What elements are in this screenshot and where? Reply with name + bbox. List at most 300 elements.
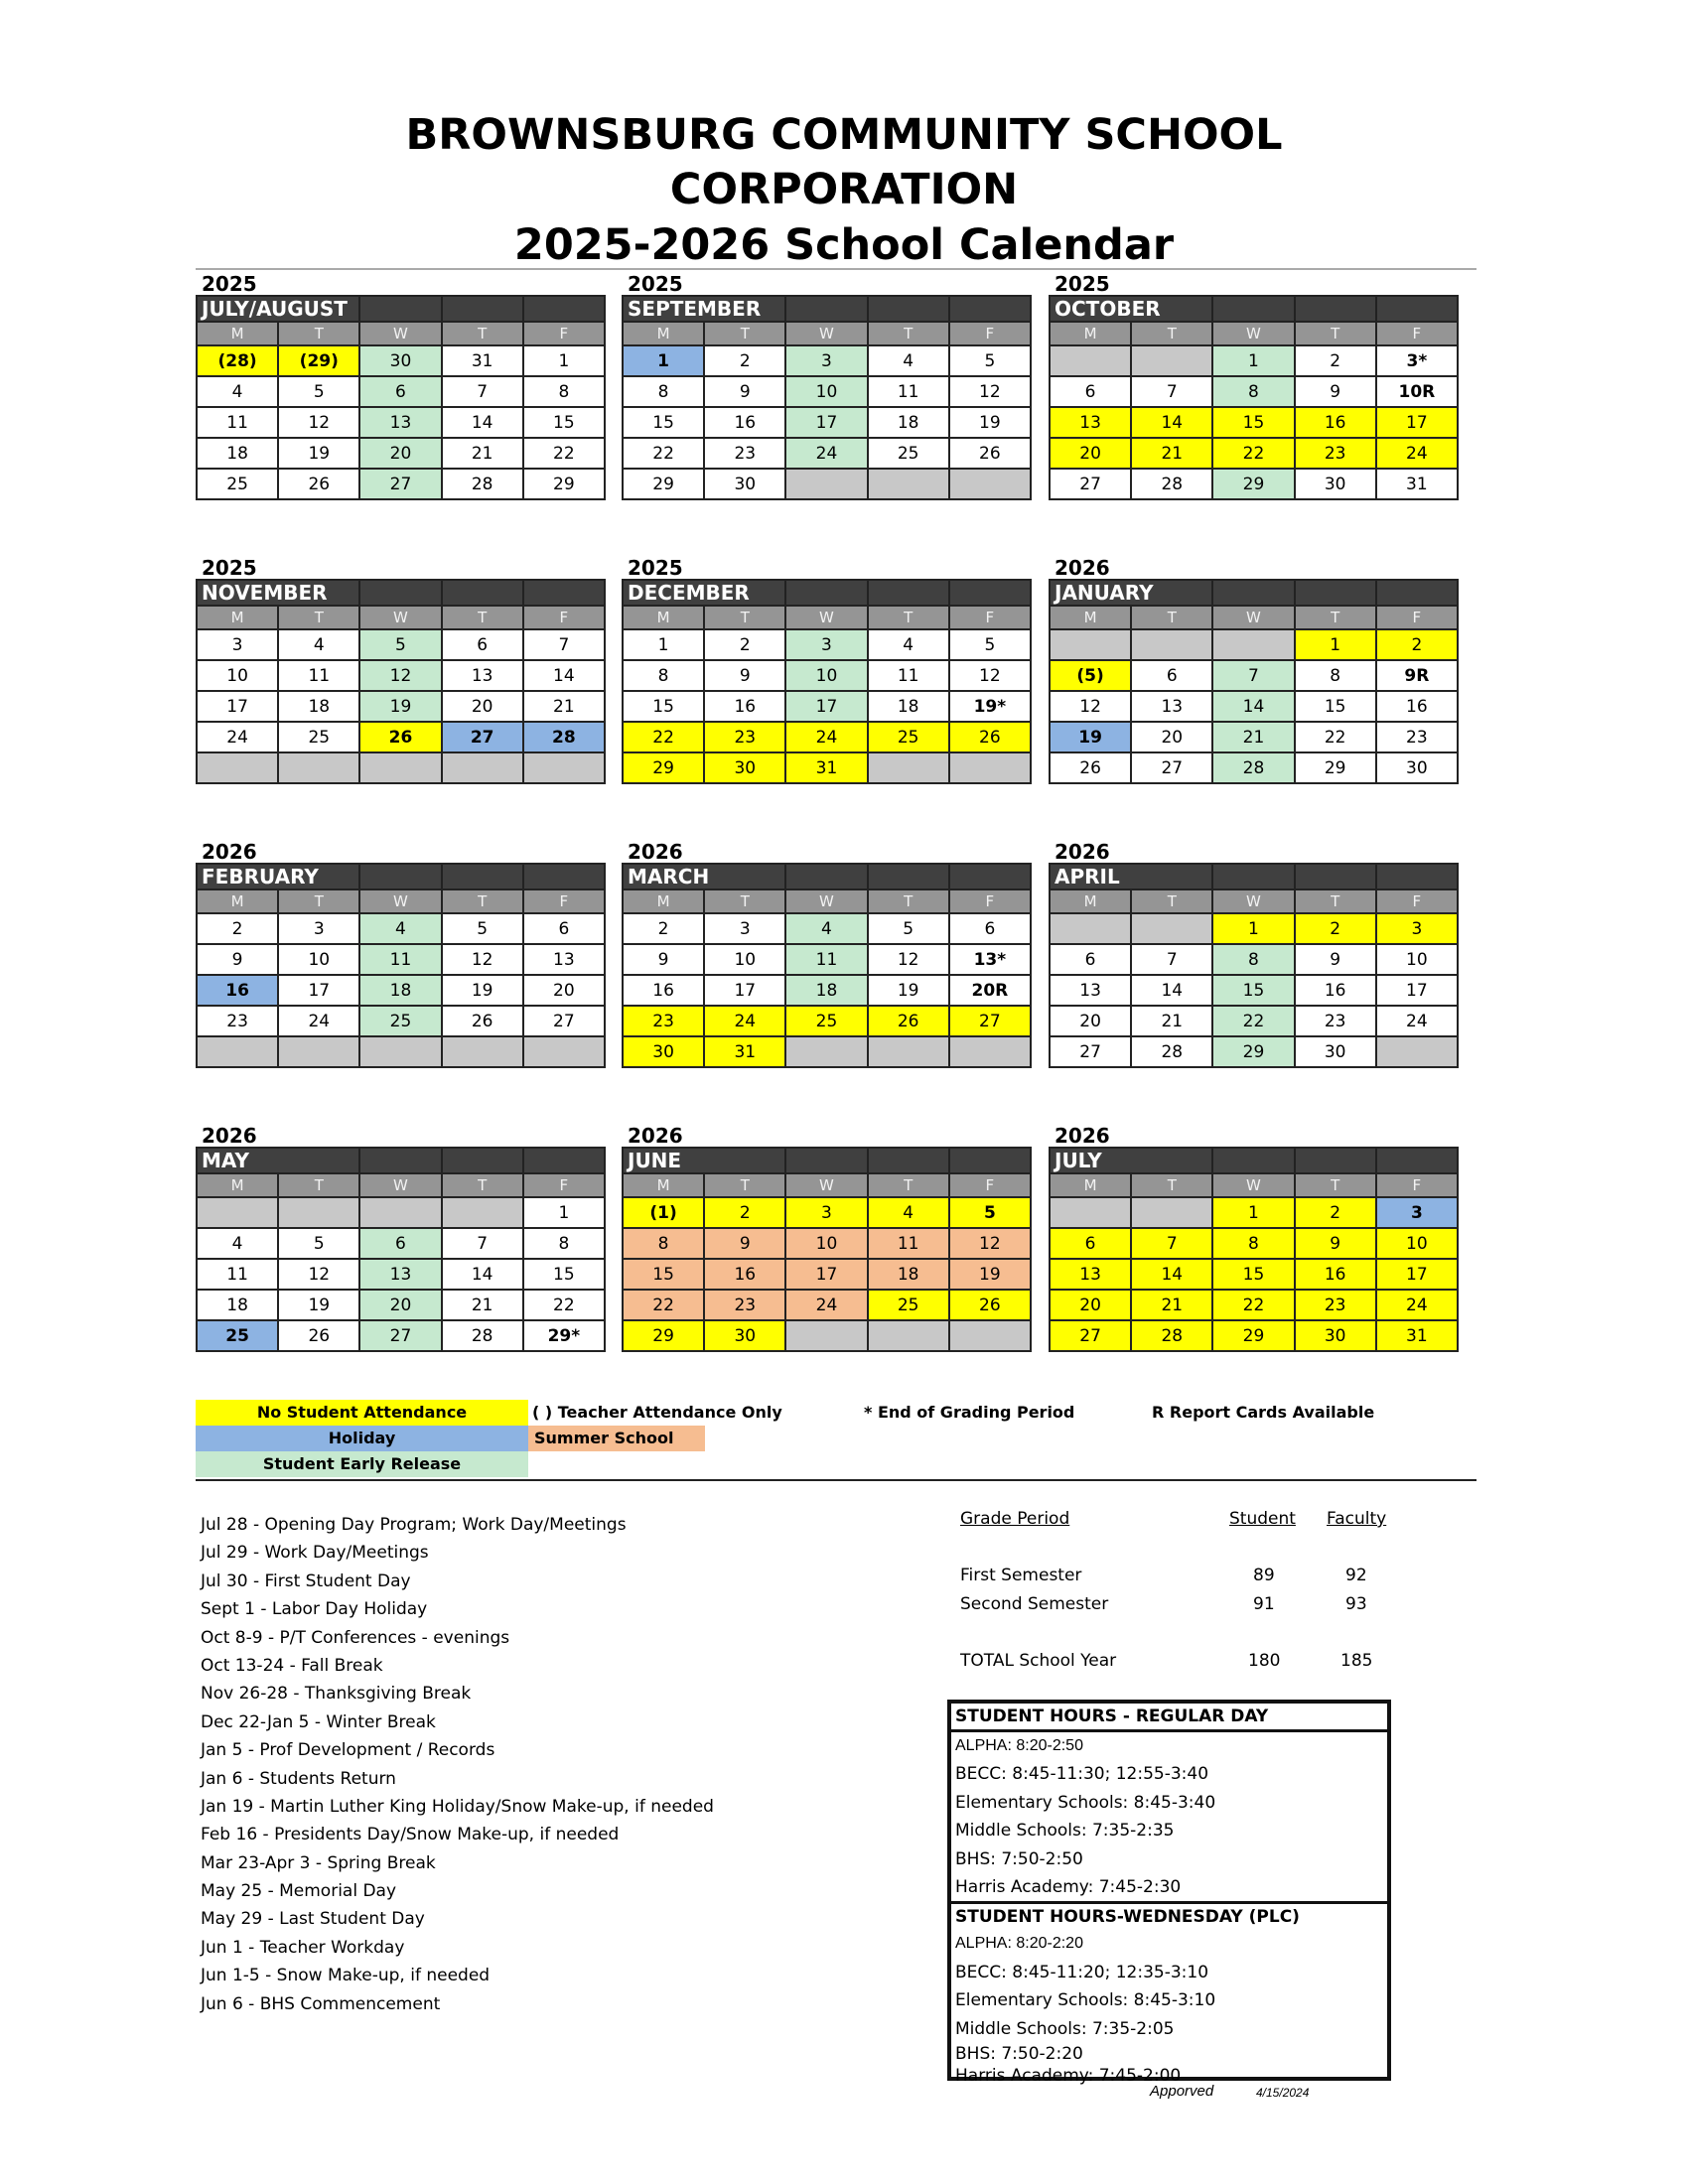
month-header-cell: [868, 1148, 949, 1173]
week-row: [623, 469, 1031, 499]
month-header-cell: [1212, 296, 1294, 322]
important-date-item: Feb 16 - Presidents Day/Snow Make-up, if needed: [201, 1825, 620, 1845]
day-cell: 27: [1050, 1320, 1131, 1351]
week-row: [197, 1320, 605, 1351]
day-cell: 6: [442, 629, 523, 660]
week-row: [623, 913, 1031, 944]
empty-day-cell: [278, 1036, 359, 1067]
day-cell: 6: [359, 1228, 441, 1259]
day-cell: 15: [523, 407, 605, 438]
month-header-cell: [1295, 296, 1376, 322]
day-cell: 19: [1050, 722, 1131, 752]
important-date-item: Nov 26-28 - Thanksgiving Break: [201, 1684, 472, 1705]
day-cell: 30: [1376, 752, 1458, 783]
title-line-1: BROWNSBURG COMMUNITY SCHOOL: [405, 110, 1283, 160]
weekday-label: T: [278, 322, 359, 345]
day-cell: 29: [623, 469, 704, 499]
week-row: [197, 660, 605, 691]
week-row: [623, 722, 1031, 752]
day-cell: (1): [623, 1197, 704, 1228]
weekday-label: T: [278, 1173, 359, 1197]
day-cell: 10: [785, 376, 867, 407]
weekday-label: T: [868, 322, 949, 345]
empty-day-cell: [949, 1320, 1031, 1351]
day-cell: 9: [1295, 944, 1376, 975]
month-header-cell: [523, 1148, 605, 1173]
month-name: NOVEMBER: [197, 580, 359, 606]
month-calendar: [622, 1125, 1032, 1352]
day-cell: 29: [623, 752, 704, 783]
week-row: [623, 1259, 1031, 1290]
month-year: 2026: [1055, 556, 1110, 580]
month-year: 2025: [1055, 272, 1110, 296]
month-header-cell: [785, 1148, 867, 1173]
day-cell: 22: [523, 1290, 605, 1320]
day-cell: 13: [523, 944, 605, 975]
day-cell: 6: [1050, 1228, 1131, 1259]
empty-day-cell: [949, 469, 1031, 499]
day-cell: 23: [704, 1290, 785, 1320]
day-cell: 1: [523, 345, 605, 376]
month-name: JUNE: [623, 1148, 785, 1173]
important-date-item: Jan 6 - Students Return: [201, 1768, 396, 1789]
legend-holiday: Holiday: [196, 1426, 528, 1451]
day-cell: 26: [278, 469, 359, 499]
weekday-label: F: [523, 1173, 605, 1197]
grade-period-total-faculty: 185: [1340, 1651, 1373, 1671]
day-cell: 25: [197, 469, 278, 499]
day-cell: 12: [949, 1228, 1031, 1259]
week-row: [197, 1197, 605, 1228]
day-cell: 2: [704, 1197, 785, 1228]
day-cell: 26: [359, 722, 441, 752]
day-cell: 3: [785, 345, 867, 376]
weekday-label: F: [523, 322, 605, 345]
day-cell: 4: [868, 1197, 949, 1228]
month-header-cell: [442, 580, 523, 606]
legend-report-cards-available: R Report Cards Available: [1152, 1403, 1375, 1422]
week-row: [1050, 944, 1458, 975]
important-date-item: Jun 6 - BHS Commencement: [201, 1993, 441, 2014]
wednesday-hours-title: STUDENT HOURS-WEDNESDAY (PLC): [955, 1907, 1300, 1928]
important-date-item: Jan 5 - Prof Development / Records: [201, 1740, 495, 1761]
day-cell: 25: [868, 722, 949, 752]
wednesday-hours-line: Harris Academy: 7:45-2:00: [955, 2065, 1182, 2086]
month-header-cell: [785, 296, 867, 322]
month-name: MARCH: [623, 864, 785, 889]
wednesday-hours-line: Middle Schools: 7:35-2:05: [955, 2018, 1175, 2039]
regular-hours-line: Harris Academy: 7:45-2:30: [955, 1876, 1182, 1897]
month-table: [1049, 1147, 1459, 1352]
week-row: [197, 722, 605, 752]
day-cell: 17: [1376, 407, 1458, 438]
day-cell: 23: [1295, 438, 1376, 469]
day-cell: 25: [785, 1006, 867, 1036]
day-cell: 15: [523, 1259, 605, 1290]
day-cell: 17: [785, 1259, 867, 1290]
month-table: [622, 579, 1032, 784]
month-header-cell: [1295, 1148, 1376, 1173]
week-row: [623, 691, 1031, 722]
day-cell: 8: [1295, 660, 1376, 691]
month-header-cell: [1212, 1148, 1294, 1173]
day-cell: 21: [442, 438, 523, 469]
week-row: [1050, 1036, 1458, 1067]
week-row: [1050, 1006, 1458, 1036]
day-cell: 5: [949, 629, 1031, 660]
day-cell: 4: [278, 629, 359, 660]
day-cell: 30: [1295, 469, 1376, 499]
student-header: Student: [1229, 1509, 1296, 1529]
day-cell: 30: [704, 1320, 785, 1351]
weekday-label: T: [704, 322, 785, 345]
empty-day-cell: [949, 752, 1031, 783]
week-row: [623, 752, 1031, 783]
day-cell: 15: [1212, 407, 1294, 438]
weekday-label: W: [785, 889, 867, 913]
day-cell: 28: [442, 1320, 523, 1351]
empty-day-cell: [442, 752, 523, 783]
day-cell: 2: [623, 913, 704, 944]
day-cell: 8: [623, 660, 704, 691]
month-header-cell: [949, 296, 1031, 322]
empty-day-cell: [949, 1036, 1031, 1067]
month-year: 2025: [202, 556, 257, 580]
day-cell: 1: [623, 629, 704, 660]
legend-divider: [196, 1479, 1477, 1481]
day-cell: 23: [197, 1006, 278, 1036]
month-calendar: [196, 557, 606, 784]
weekday-label: F: [949, 606, 1031, 629]
important-date-item: Jul 29 - Work Day/Meetings: [201, 1543, 429, 1564]
weekday-label: T: [278, 889, 359, 913]
legend-no-student-attendance: No Student Attendance: [196, 1400, 528, 1426]
month-calendar: [1049, 841, 1459, 1068]
month-name: DECEMBER: [623, 580, 785, 606]
weekday-label: T: [1131, 889, 1212, 913]
day-cell: 12: [949, 660, 1031, 691]
day-cell: 1: [1212, 345, 1294, 376]
day-cell: 15: [1212, 1259, 1294, 1290]
month-header-cell: [359, 580, 441, 606]
grade-period-label: Second Semester: [960, 1594, 1109, 1614]
week-row: [1050, 1228, 1458, 1259]
month-header-cell: [1295, 580, 1376, 606]
empty-day-cell: [868, 1036, 949, 1067]
week-row: [197, 913, 605, 944]
grade-period-faculty: 93: [1345, 1594, 1367, 1614]
day-cell: 14: [1131, 1259, 1212, 1290]
day-cell: 5: [949, 345, 1031, 376]
month-table: [196, 1147, 606, 1352]
day-cell: 31: [785, 752, 867, 783]
day-cell: 5: [278, 376, 359, 407]
week-row: [197, 1259, 605, 1290]
week-row: [197, 1036, 605, 1067]
weekday-label: W: [359, 1173, 441, 1197]
day-cell: 8: [523, 376, 605, 407]
important-date-item: May 25 - Memorial Day: [201, 1881, 397, 1902]
grade-period-header: Grade Period: [960, 1509, 1070, 1529]
day-cell: 6: [1131, 660, 1212, 691]
day-cell: 17: [785, 407, 867, 438]
month-year: 2026: [202, 1124, 257, 1148]
day-cell: (5): [1050, 660, 1131, 691]
day-cell: 17: [1376, 1259, 1458, 1290]
weekday-label: T: [1295, 606, 1376, 629]
day-cell: 27: [1050, 1036, 1131, 1067]
day-cell: 14: [442, 1259, 523, 1290]
day-cell: 26: [949, 438, 1031, 469]
empty-day-cell: [1050, 345, 1131, 376]
day-cell: 11: [197, 1259, 278, 1290]
day-cell: 2: [1295, 1197, 1376, 1228]
approved-label: Apporved: [1150, 2083, 1214, 2100]
day-cell: 27: [1050, 469, 1131, 499]
day-cell: 8: [1212, 1228, 1294, 1259]
month-calendar: [622, 273, 1032, 500]
day-cell: 7: [1212, 660, 1294, 691]
week-row: [197, 691, 605, 722]
month-header-cell: [1376, 296, 1458, 322]
important-date-item: Jun 1-5 - Snow Make-up, if needed: [201, 1966, 491, 1986]
day-cell: 23: [1295, 1006, 1376, 1036]
day-cell: 17: [278, 975, 359, 1006]
day-cell: 28: [442, 469, 523, 499]
day-cell: 9: [704, 1228, 785, 1259]
week-row: [623, 438, 1031, 469]
day-cell: 24: [785, 438, 867, 469]
day-cell: 30: [1295, 1320, 1376, 1351]
day-cell: 3: [785, 629, 867, 660]
day-cell: 10R: [1376, 376, 1458, 407]
regular-hours-title: STUDENT HOURS - REGULAR DAY: [951, 1704, 1387, 1732]
day-cell: 1: [523, 1197, 605, 1228]
weekday-label: F: [949, 1173, 1031, 1197]
day-cell: 18: [197, 1290, 278, 1320]
month-header-cell: [1212, 580, 1294, 606]
day-cell: (29): [278, 345, 359, 376]
day-cell: 8: [523, 1228, 605, 1259]
day-cell: 19: [949, 407, 1031, 438]
day-cell: 14: [523, 660, 605, 691]
day-cell: 10: [704, 944, 785, 975]
month-calendar: [622, 841, 1032, 1068]
day-cell: 31: [1376, 469, 1458, 499]
weekday-label: T: [868, 889, 949, 913]
day-cell: 3: [785, 1197, 867, 1228]
weekday-label: W: [1212, 889, 1294, 913]
day-cell: 25: [868, 438, 949, 469]
month-year: 2026: [1055, 1124, 1110, 1148]
week-row: [197, 407, 605, 438]
month-calendar: [196, 273, 606, 500]
day-cell: 16: [1295, 407, 1376, 438]
important-date-item: Jul 28 - Opening Day Program; Work Day/Meetings: [201, 1515, 627, 1535]
day-cell: 11: [197, 407, 278, 438]
day-cell: 4: [868, 629, 949, 660]
day-cell: 2: [1376, 629, 1458, 660]
month-header-cell: [868, 864, 949, 889]
month-name: FEBRUARY: [197, 864, 359, 889]
week-row: [623, 1006, 1031, 1036]
day-cell: 22: [1212, 438, 1294, 469]
day-cell: 19: [868, 975, 949, 1006]
weekday-label: M: [623, 322, 704, 345]
weekday-label: M: [197, 606, 278, 629]
weekday-label: W: [1212, 1173, 1294, 1197]
day-cell: 9R: [1376, 660, 1458, 691]
day-cell: 23: [704, 438, 785, 469]
day-cell: 27: [523, 1006, 605, 1036]
day-cell: 4: [785, 913, 867, 944]
month-year: 2025: [628, 272, 683, 296]
month-table: [196, 295, 606, 500]
empty-day-cell: [1376, 1036, 1458, 1067]
day-cell: 11: [359, 944, 441, 975]
day-cell: 28: [1131, 1036, 1212, 1067]
month-name: APRIL: [1050, 864, 1212, 889]
important-date-item: Dec 22-Jan 5 - Winter Break: [201, 1711, 436, 1732]
day-cell: 7: [1131, 1228, 1212, 1259]
month-header-cell: [523, 864, 605, 889]
weekday-label: W: [359, 606, 441, 629]
weekday-label: T: [868, 1173, 949, 1197]
empty-day-cell: [868, 752, 949, 783]
weekday-label: M: [623, 1173, 704, 1197]
day-cell: 21: [523, 691, 605, 722]
weekday-label: T: [278, 606, 359, 629]
day-cell: 22: [523, 438, 605, 469]
day-cell: 2: [1295, 345, 1376, 376]
day-cell: 24: [1376, 1006, 1458, 1036]
day-cell: 7: [1131, 944, 1212, 975]
weekday-label: M: [197, 889, 278, 913]
weekday-label: M: [1050, 606, 1131, 629]
weekday-label: F: [523, 606, 605, 629]
day-cell: 31: [1376, 1320, 1458, 1351]
week-row: [197, 1006, 605, 1036]
month-year: 2026: [628, 840, 683, 864]
day-cell: 19: [359, 691, 441, 722]
day-cell: 22: [623, 1290, 704, 1320]
regular-hours-line: Elementary Schools: 8:45-3:40: [955, 1792, 1216, 1813]
day-cell: 9: [197, 944, 278, 975]
wednesday-hours-line: ALPHA: 8:20-2:20: [955, 1935, 1083, 1953]
day-cell: 26: [278, 1320, 359, 1351]
day-cell: 7: [442, 1228, 523, 1259]
weekday-label: M: [197, 1173, 278, 1197]
month-name: SEPTEMBER: [623, 296, 785, 322]
empty-day-cell: [197, 1197, 278, 1228]
day-cell: 30: [623, 1036, 704, 1067]
day-cell: 18: [868, 1259, 949, 1290]
day-cell: 16: [1295, 975, 1376, 1006]
day-cell: 15: [623, 1259, 704, 1290]
weekday-label: W: [785, 1173, 867, 1197]
day-cell: 20: [1050, 438, 1131, 469]
day-cell: 5: [868, 913, 949, 944]
day-cell: 9: [704, 376, 785, 407]
day-cell: 2: [704, 345, 785, 376]
legend-teacher-attendance-only: ( ) Teacher Attendance Only: [532, 1403, 782, 1422]
grade-period-total-label: TOTAL School Year: [960, 1651, 1117, 1671]
weekday-label: M: [1050, 1173, 1131, 1197]
month-year: 2025: [202, 272, 257, 296]
wednesday-hours-line: Elementary Schools: 8:45-3:10: [955, 1990, 1216, 2011]
empty-day-cell: [278, 1197, 359, 1228]
important-date-item: Oct 13-24 - Fall Break: [201, 1655, 383, 1676]
week-row: [623, 1197, 1031, 1228]
legend-student-early-release: Student Early Release: [196, 1451, 528, 1477]
approved-date: 4/15/2024: [1256, 2086, 1310, 2100]
day-cell: 6: [523, 913, 605, 944]
weekday-label: W: [1212, 606, 1294, 629]
month-header-cell: [1376, 1148, 1458, 1173]
regular-hours-line: BHS: 7:50-2:50: [955, 1848, 1083, 1869]
week-row: [623, 1036, 1031, 1067]
legend-end-of-grading-period: * End of Grading Period: [864, 1403, 1075, 1422]
day-cell: 24: [785, 722, 867, 752]
day-cell: 21: [1131, 438, 1212, 469]
day-cell: 4: [197, 1228, 278, 1259]
day-cell: 24: [197, 722, 278, 752]
day-cell: 9: [704, 660, 785, 691]
month-table: [196, 579, 606, 784]
weekday-label: M: [197, 322, 278, 345]
week-row: [1050, 722, 1458, 752]
weekday-label: M: [1050, 889, 1131, 913]
month-calendar: [196, 841, 606, 1068]
month-year: 2026: [628, 1124, 683, 1148]
day-cell: 5: [949, 1197, 1031, 1228]
day-cell: 20: [523, 975, 605, 1006]
weekday-label: T: [442, 1173, 523, 1197]
day-cell: 21: [1131, 1006, 1212, 1036]
title-line-2: CORPORATION: [669, 165, 1019, 214]
month-header-cell: [523, 580, 605, 606]
week-row: [1050, 975, 1458, 1006]
day-cell: 30: [1295, 1036, 1376, 1067]
day-cell: 11: [868, 660, 949, 691]
month-header-cell: [442, 296, 523, 322]
day-cell: 11: [785, 944, 867, 975]
day-cell: 18: [359, 975, 441, 1006]
day-cell: 29: [523, 469, 605, 499]
month-year: 2026: [202, 840, 257, 864]
empty-day-cell: [523, 1036, 605, 1067]
empty-day-cell: [1050, 913, 1131, 944]
day-cell: 18: [868, 691, 949, 722]
day-cell: 25: [278, 722, 359, 752]
month-table: [622, 295, 1032, 500]
day-cell: 25: [359, 1006, 441, 1036]
month-name: MAY: [197, 1148, 359, 1173]
day-cell: 17: [197, 691, 278, 722]
day-cell: 27: [359, 1320, 441, 1351]
day-cell: 10: [1376, 1228, 1458, 1259]
regular-hours-line: BECC: 8:45-11:30; 12:55-3:40: [955, 1764, 1209, 1785]
weekday-label: W: [359, 322, 441, 345]
day-cell: 3: [704, 913, 785, 944]
day-cell: 16: [704, 1259, 785, 1290]
day-cell: 15: [1212, 975, 1294, 1006]
day-cell: 16: [623, 975, 704, 1006]
day-cell: 25: [197, 1320, 278, 1351]
day-cell: 31: [442, 345, 523, 376]
month-table: [1049, 295, 1459, 500]
empty-day-cell: [1050, 629, 1131, 660]
